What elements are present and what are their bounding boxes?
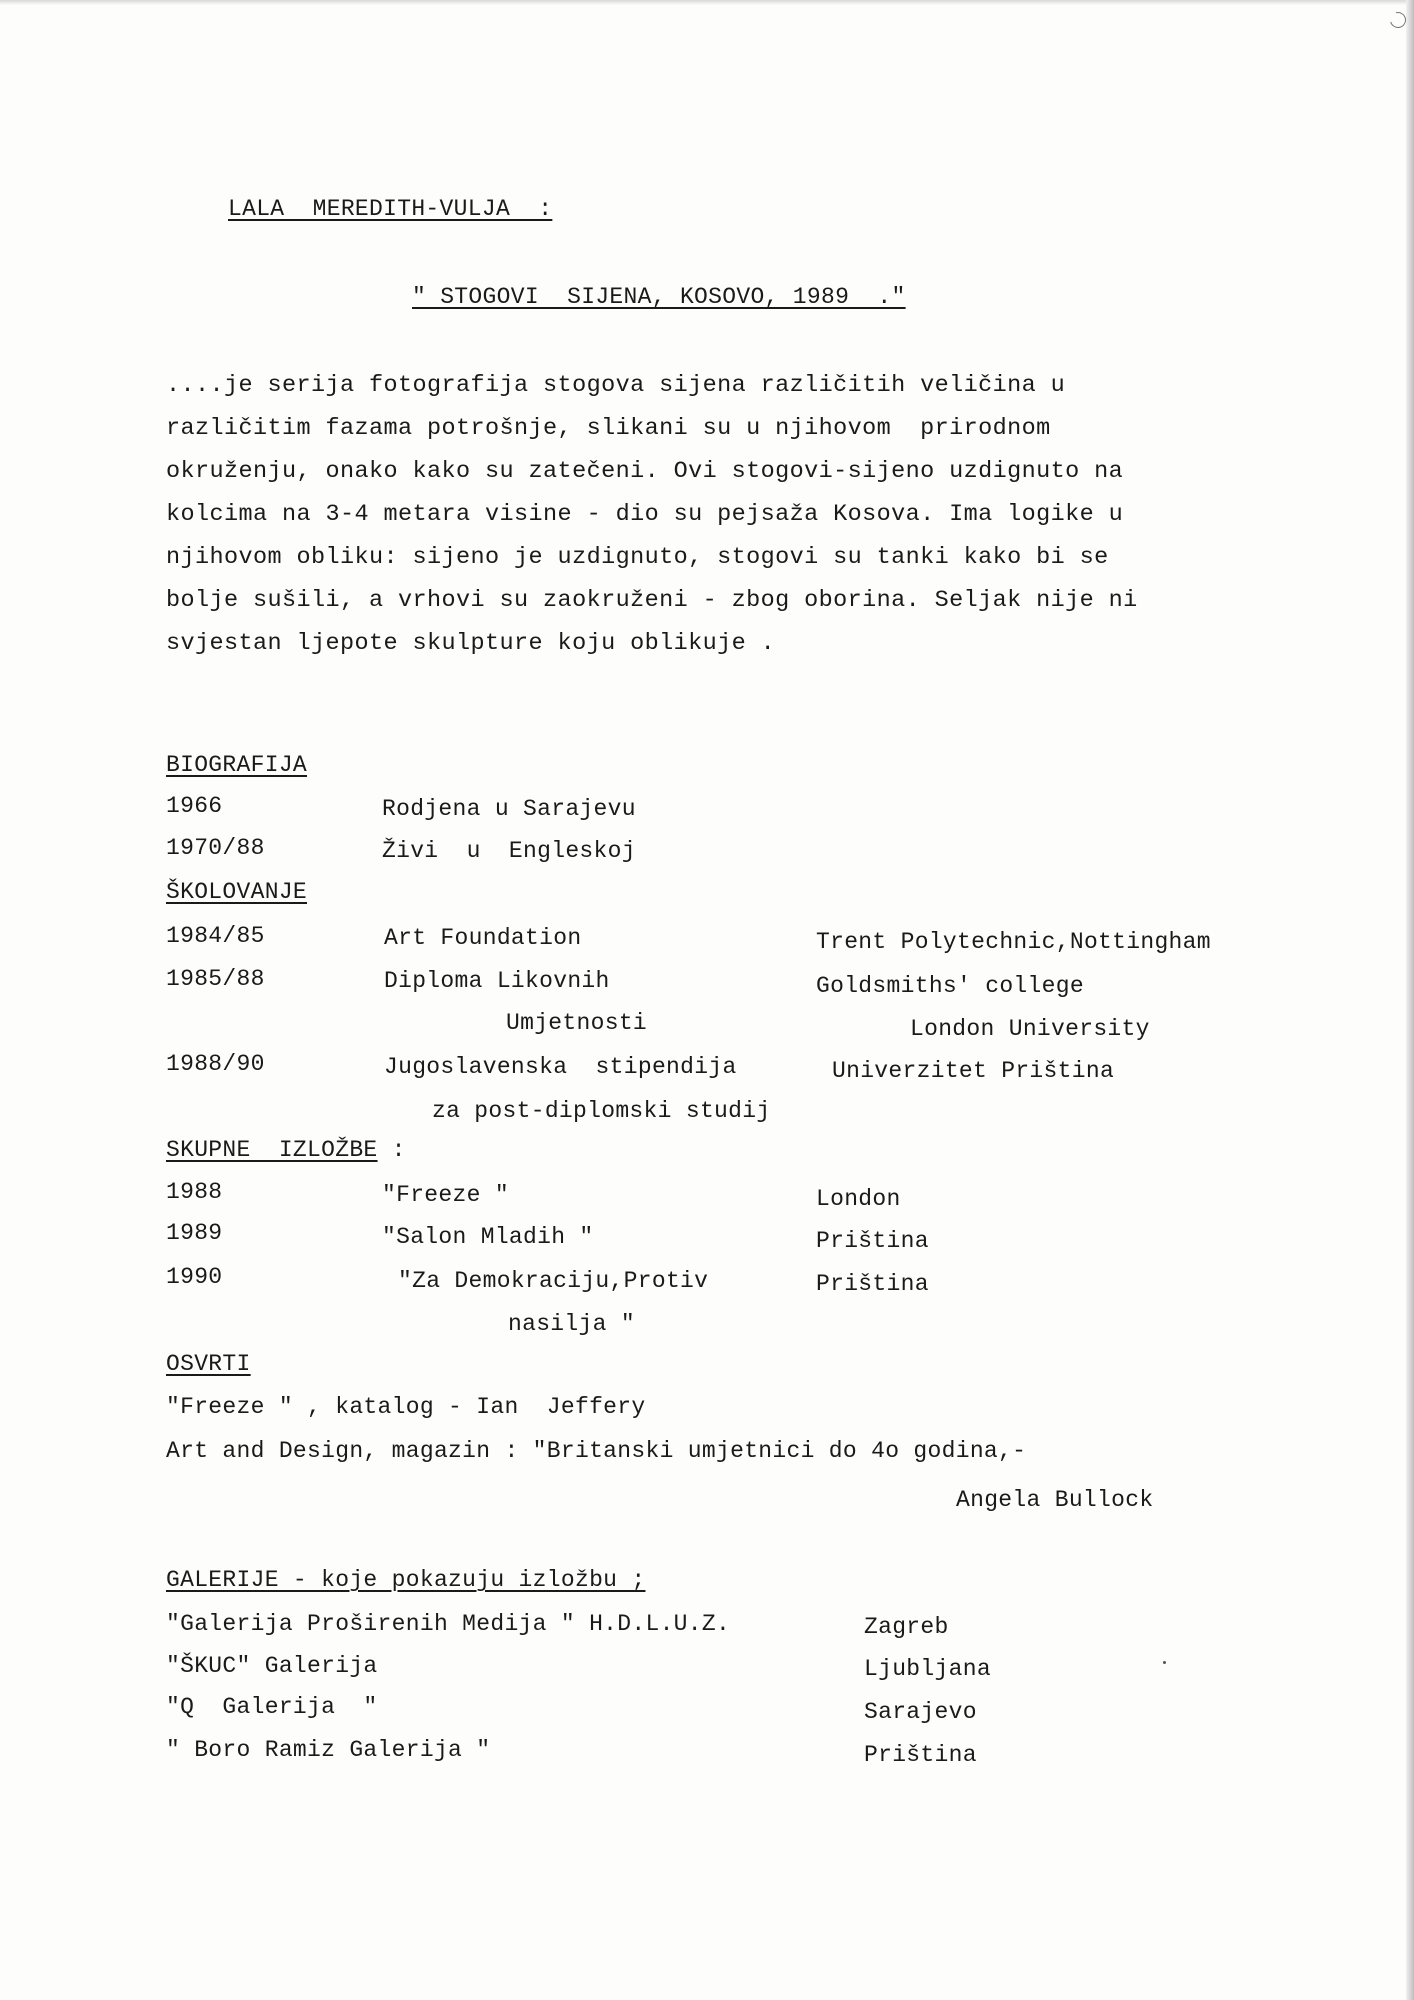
exhibition-name: "Salon Mladih ": [382, 1224, 594, 1250]
school-course-cont: za post-diplomski studij: [432, 1098, 771, 1124]
intro-line: svjestan ljepote skulpture koju oblikuje .: [166, 630, 776, 657]
gallery-city: Ljubljana: [864, 1656, 991, 1682]
exhibition-place: London: [816, 1186, 901, 1212]
school-place: Trent Polytechnic,Nottingham: [816, 929, 1211, 955]
intro-line: ....je serija fotografija stogova sijena različitih veličina u: [166, 372, 1066, 399]
gallery-name: "Galerija Proširenih Medija " H.D.L.U.Z.: [166, 1611, 731, 1637]
bio-year: 1970/88: [166, 835, 265, 861]
izlozbe-heading: SKUPNE IZLOŽBE: [166, 1137, 378, 1163]
review-author: Angela Bullock: [956, 1487, 1154, 1513]
school-place-cont: London University: [910, 1016, 1150, 1042]
exhibition-name: "Za Demokraciju,Protiv: [398, 1268, 709, 1294]
skolovanje-heading: ŠKOLOVANJE: [166, 879, 308, 905]
scan-speck: [1163, 1661, 1166, 1664]
school-course: Art Foundation: [384, 925, 582, 951]
school-year: 1984/85: [166, 923, 265, 949]
bio-text: Živi u Engleskoj: [382, 838, 636, 864]
izlozbe-heading-row: [166, 1135, 406, 1165]
school-course: Jugoslavenska stipendija: [384, 1054, 737, 1080]
intro-paragraph: [166, 364, 1256, 665]
gallery-name: "ŠKUC" Galerija: [166, 1653, 378, 1679]
school-year: 1985/88: [166, 966, 265, 992]
intro-line: okruženju, onako kako su zatečeni. Ovi stogovi-sijeno uzdignuto na: [166, 458, 1124, 485]
review-line: "Freeze " , katalog - Ian Jeffery: [166, 1394, 646, 1420]
exhibition-place: Priština: [816, 1228, 929, 1254]
scan-edge-right: [1406, 0, 1414, 2000]
review-line: Art and Design, magazin : "Britanski umjetnici do 4o godina,-: [166, 1438, 1027, 1464]
school-place: Goldsmiths' college: [816, 973, 1084, 999]
gallery-city: Zagreb: [864, 1614, 949, 1640]
exhibition-year: 1989: [166, 1220, 223, 1246]
exhibition-name-cont: nasilja ": [508, 1311, 635, 1337]
intro-line: različitim fazama potrošnje, slikani su u njihovom prirodnom: [166, 415, 1051, 442]
scan-edge-top: [0, 0, 1414, 5]
osvrti-heading: OSVRTI: [166, 1351, 251, 1377]
gallery-name: "Q Galerija ": [166, 1694, 378, 1720]
bio-text: Rodjena u Sarajevu: [382, 796, 636, 822]
school-course: Diploma Likovnih: [384, 968, 610, 994]
work-title: " STOGOVI SIJENA, KOSOVO, 1989 .": [412, 284, 906, 310]
galerije-heading: GALERIJE - koje pokazuju izložbu ;: [166, 1567, 646, 1593]
exhibition-name: "Freeze ": [382, 1182, 509, 1208]
exhibition-year: 1988: [166, 1179, 223, 1205]
exhibition-year: 1990: [166, 1264, 223, 1290]
biografija-heading: BIOGRAFIJA: [166, 752, 308, 778]
school-course-cont: Umjetnosti: [506, 1010, 648, 1036]
gallery-city: Sarajevo: [864, 1699, 977, 1725]
gallery-name: " Boro Ramiz Galerija ": [166, 1737, 491, 1763]
intro-line: kolcima na 3-4 metara visine - dio su pejsaža Kosova. Ima logike u: [166, 501, 1124, 528]
izlozbe-heading-colon: :: [377, 1137, 406, 1163]
gallery-city: Priština: [864, 1742, 977, 1768]
school-place: Univerzitet Priština: [832, 1058, 1115, 1084]
school-year: 1988/90: [166, 1051, 265, 1077]
intro-line: njihovom obliku: sijeno je uzdignuto, stogovi su tanki kako bi se: [166, 544, 1109, 571]
author-name: LALA MEREDITH-VULJA :: [228, 196, 553, 222]
intro-line: bolje sušili, a vrhovi su zaokruženi - zbog oborina. Seljak nije ni: [166, 587, 1138, 614]
bio-year: 1966: [166, 793, 223, 819]
exhibition-place: Priština: [816, 1271, 929, 1297]
